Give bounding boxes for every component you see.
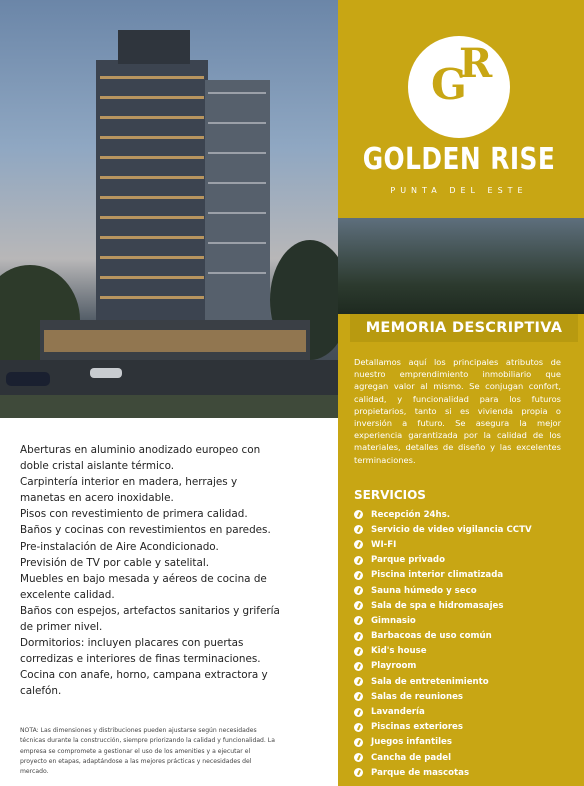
servicio-item	[354, 598, 532, 613]
feature-line: Baños y cocinas con revestimientos en paredes.	[20, 524, 271, 537]
servicio-item	[354, 765, 532, 780]
servicio-label: Kid's house	[371, 646, 427, 657]
memoria-description: Detallamos aquí los principales atributos de nuestro emprendimiento inmobiliario que agregan valor al mismo. Se conjugan confort, calidad, y funcionalidad para los futuros propietarios, tanto si es vivienda propia o inversión a futuro. Se asegura la mejor experiencia garantizada por la calidad de los materiales, detalles de diseño y las excelentes terminaciones.	[354, 357, 561, 465]
servicio-item	[354, 507, 532, 522]
features-list	[20, 442, 282, 700]
servicio-item	[354, 537, 532, 552]
pencil-circle-icon	[354, 571, 363, 580]
servicio-label: Piscina interior climatizada	[371, 570, 504, 581]
pencil-circle-icon	[354, 601, 363, 610]
servicio-label: Piscinas exteriores	[371, 722, 464, 733]
feature-line: calefón.	[20, 685, 62, 698]
servicio-label: Barbacoas de uso común	[371, 631, 492, 642]
servicio-item	[354, 613, 532, 628]
feature-line: Dormitorios: incluyen placares con puertas	[20, 637, 244, 650]
pencil-circle-icon	[354, 647, 363, 656]
servicio-item	[354, 720, 532, 735]
servicio-item	[354, 553, 532, 568]
servicio-label: Parque de mascotas	[371, 767, 470, 778]
feature-line: Pisos con revestimiento de primera calidad.	[20, 508, 248, 521]
servicio-item	[354, 674, 532, 689]
pencil-circle-icon	[354, 677, 363, 686]
logo-letter-g: G	[431, 60, 467, 109]
servicio-label: Playroom	[371, 661, 417, 672]
servicio-label: Sala de entretenimiento	[371, 676, 489, 687]
disclaimer-note: NOTA: Las dimensiones y distribuciones pueden ajustarse según necesidades técnicas durante la construcción, siempre priorizando la calidad y funcionalidad. La empresa se compromete a gestionar el uso de los amenities y a ejecutar el proyecto en etapas, adaptándose a las mejores prácticas y necesidades del mercado.	[20, 727, 275, 776]
feature-line: corredizas e interiores de finas terminaciones.	[20, 653, 261, 666]
memoria-title: MEMORIA DESCRIPTIVA	[365, 320, 563, 336]
feature-line: Pre-instalación de Aire Acondicionado.	[20, 540, 219, 553]
pencil-circle-icon	[354, 708, 363, 717]
feature-line: Aberturas en aluminio anodizado europeo con	[20, 444, 261, 456]
pencil-circle-icon	[354, 738, 363, 747]
servicios-list	[354, 507, 532, 780]
servicio-label: Sauna húmedo y seco	[371, 585, 477, 596]
building-photo	[0, 0, 338, 418]
servicio-item	[354, 659, 532, 674]
feature-line: Muebles en bajo mesada y aéreos de cocina de	[20, 572, 267, 585]
servicio-item	[354, 629, 532, 644]
feature-line: Previsión de TV por cable y satelital.	[20, 556, 210, 569]
trees-photo-strip	[338, 218, 584, 314]
pencil-circle-icon	[354, 525, 363, 534]
servicio-item	[354, 583, 532, 598]
pencil-circle-icon	[354, 753, 363, 762]
servicio-label: Gimnasio	[371, 615, 416, 626]
feature-line: doble cristal aislante térmico.	[20, 460, 175, 473]
pencil-circle-icon	[354, 616, 363, 625]
servicio-item	[354, 704, 532, 719]
servicio-label: Parque privado	[371, 555, 445, 566]
logo-letter-r: R	[459, 40, 493, 87]
feature-line: Carpintería interior en madera, herrajes y	[20, 476, 238, 489]
servicio-label: Salas de reuniones	[371, 691, 464, 702]
pencil-circle-icon	[354, 586, 363, 595]
feature-line: Cocina con anafe, horno, campana extractora y	[20, 669, 268, 682]
servicio-item	[354, 644, 532, 659]
feature-line: de primer nivel.	[20, 621, 103, 634]
brand-location: PUNTA DEL ESTE	[390, 186, 528, 195]
pencil-circle-icon	[354, 662, 363, 671]
servicio-label: Recepción 24hs.	[371, 509, 451, 520]
brand-name: GOLDEN RISE	[362, 142, 556, 177]
servicios-title: SERVICIOS	[354, 488, 426, 502]
servicio-label: Cancha de padel	[371, 752, 452, 763]
pencil-circle-icon	[354, 510, 363, 519]
servicio-label: WI-FI	[371, 539, 397, 550]
feature-line: manetas en acero inoxidable.	[20, 492, 174, 505]
building-illustration	[0, 0, 338, 418]
pencil-circle-icon	[354, 556, 363, 565]
pencil-circle-icon	[354, 723, 363, 732]
servicio-label: Juegos infantiles	[371, 737, 452, 748]
pencil-circle-icon	[354, 540, 363, 549]
pencil-circle-icon	[354, 692, 363, 701]
feature-line: Baños con espejos, artefactos sanitarios y grifería	[20, 604, 280, 617]
pencil-circle-icon	[354, 632, 363, 641]
servicio-label: Servicio de video vigilancia CCTV	[371, 524, 532, 535]
servicio-item	[354, 750, 532, 765]
servicio-item	[354, 689, 532, 704]
servicio-label: Sala de spa e hidromasajes	[371, 600, 504, 611]
feature-line: excelente calidad.	[20, 588, 115, 601]
servicio-item	[354, 522, 532, 537]
servicio-item	[354, 735, 532, 750]
servicio-label: Lavandería	[371, 707, 425, 718]
servicio-item	[354, 568, 532, 583]
pencil-circle-icon	[354, 768, 363, 777]
